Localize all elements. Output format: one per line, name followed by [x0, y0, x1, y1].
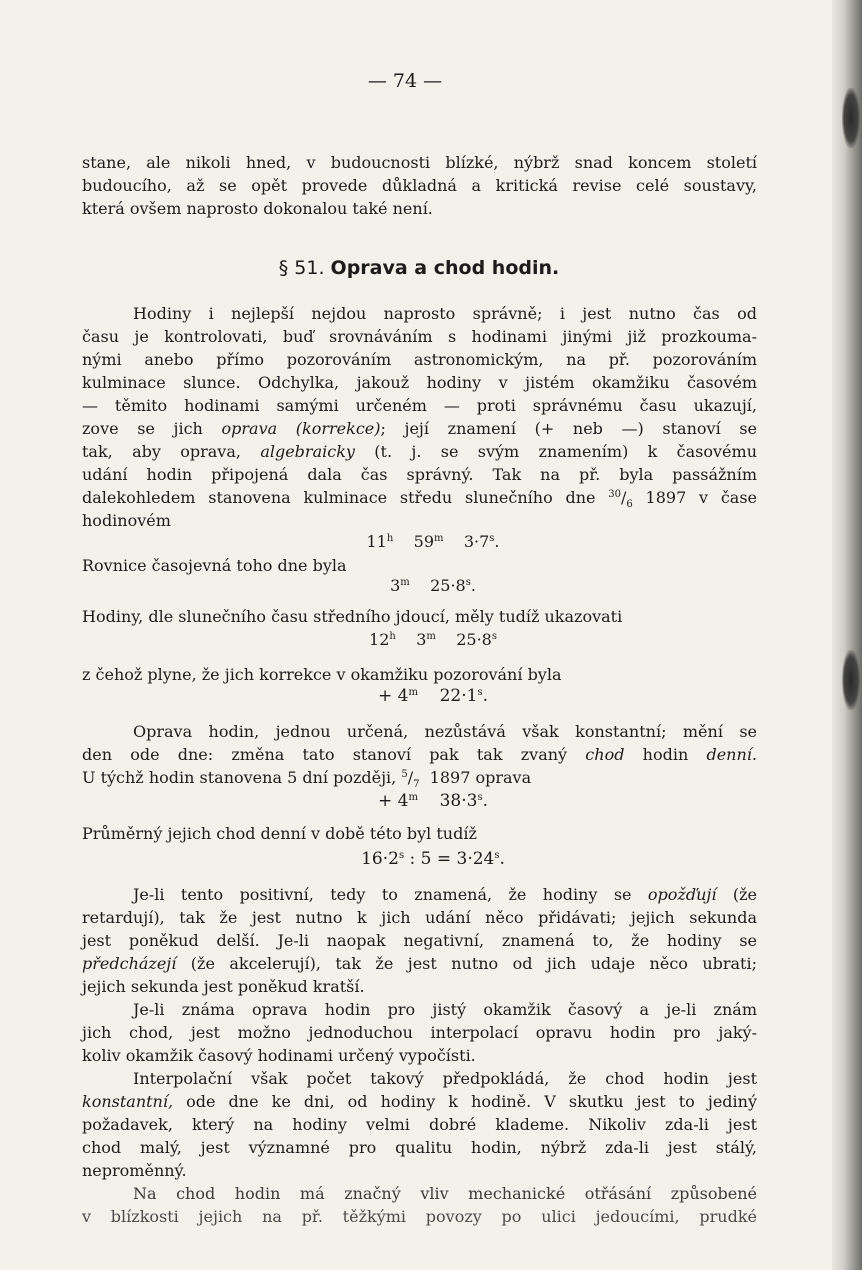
- section-title: Oprava a chod hodin.: [330, 257, 560, 279]
- section-heading: [0, 257, 838, 279]
- text-line: předcházejí (že akcelerují), tak že jest nutno od jich udaje něco ubrati;: [82, 954, 757, 973]
- text-line: Je-li tento positivní, tedy to znamená, že hodiny se opožďují (že: [133, 885, 757, 904]
- term-algebraicky: algebraicky: [260, 442, 355, 461]
- text-line: dalekohledem stanovena kulminace středu slunečního dne $^{30}/_6$ 1897 v čase: [82, 488, 757, 511]
- text-line: zove se jich oprava (korrekce); její znamení (+ neb —) stanoví se: [82, 419, 757, 438]
- text-line: Hodiny i nejlepší nejdou naprosto správně; i jest nutno čas od: [133, 304, 757, 323]
- text-line: budoucího, až se opět provede důkladná a kritická revise celé soustavy,: [82, 176, 757, 195]
- text-line: Oprava hodin, jednou určená, nezůstává však konstantní; mění se: [133, 722, 757, 741]
- text-line: — těmito hodinami samými určeném — proti správnému času ukazují,: [82, 396, 757, 415]
- text-line: Na chod hodin má značný vliv mechanické otřásání způsobené: [133, 1184, 757, 1203]
- text-line: nými anebo přímo pozorováním astronomickým, na př. pozorováním: [82, 350, 757, 369]
- text-line: hodinovém: [82, 511, 171, 530]
- text-line: Interpolační však počet takový předpokládá, že chod hodin jest: [133, 1069, 757, 1088]
- formula-time: 11$^h$ 59$^m$ $3\cdot 7^s$.: [366, 532, 500, 551]
- term-opozduji: opožďují: [647, 885, 717, 904]
- term-chod: chod: [585, 745, 625, 764]
- text-line: U týchž hodin stanovena 5 dní později, $^5/_7$ 1897 oprava: [82, 768, 532, 791]
- text-line: jest poněkud delší. Je-li naopak negativní, znamená to, že hodiny se: [82, 931, 757, 950]
- page-number: — 74 —: [367, 70, 443, 92]
- text-line: z čehož plyne, že jich korrekce v okamžiku pozorování byla: [82, 665, 562, 684]
- binding-mark: [842, 88, 860, 148]
- formula-equation-of-time: 3$^m$ $25\cdot 8^s$.: [390, 576, 476, 595]
- text-line: v blízkosti jejich na př. těžkými povozy po ulici jedoucími, prudké: [82, 1207, 757, 1226]
- text-line: den ode dne: změna tato stanoví pak tak zvaný chod hodin denní.: [82, 745, 757, 764]
- text-line: Hodiny, dle slunečního času středního jdoucí, měly tudíž ukazovati: [82, 607, 623, 626]
- text-line: Je-li známa oprava hodin pro jistý okamžik časový a je-li znám: [133, 1000, 757, 1019]
- text-line: retardují), tak že jest nutno k jich udání něco přidávati; jejich sekunda: [82, 908, 757, 927]
- text-line: udání hodin připojená dala čas správný. Tak na př. byla passážním: [82, 465, 757, 484]
- text-line: neproměnný.: [82, 1161, 187, 1180]
- text-line: konstantní, ode dne ke dni, od hodiny k hodině. V skutku jest to jediný: [82, 1092, 757, 1111]
- text-line: Průměrný jejich chod denní v době této byl tudíž: [82, 824, 477, 843]
- text-line: jich chod, jest možno jednoduchou interpolací opravu hodin pro jaký-: [82, 1023, 757, 1042]
- term-konstantni: konstantní,: [82, 1092, 174, 1111]
- date-fraction: $^5/_7$: [401, 768, 420, 791]
- text-line: stane, ale nikoli hned, v budoucnosti blízké, nýbrž snad koncem století: [82, 153, 757, 172]
- term-korrekce: (korrekce): [295, 419, 381, 438]
- term-predchazeji: předcházejí: [82, 954, 177, 973]
- section-number: § 51.: [278, 257, 325, 279]
- text-line: koliv okamžik časový hodinami určený vypočísti.: [82, 1046, 476, 1065]
- term-denni: denní.: [706, 745, 757, 764]
- formula-mean-time: 12$^h$ 3$^m$ $25\cdot 8^s$: [369, 630, 497, 649]
- text-line: Rovnice časojevná toho dne byla: [82, 556, 347, 575]
- text-line: tak, aby oprava, algebraicky (t. j. se svým znamením) k časovému: [82, 442, 757, 461]
- formula-correction: + 4$^m$ $22\cdot 1^s$.: [378, 686, 488, 706]
- date-fraction: $^{30}/_6$: [608, 488, 633, 511]
- text-line: požadavek, který na hodiny velmi dobré klademe. Nikoliv zda-li jest: [82, 1115, 757, 1134]
- text-line: času je kontrolovati, buď srovnáváním s hodinami jinými již prozkouma-: [82, 327, 757, 346]
- text-line: která ovšem naprosto dokonalou také není.: [82, 199, 433, 218]
- formula-correction-later: + 4$^m$ $38\cdot 3^s$.: [378, 791, 488, 811]
- formula-daily-rate: $16\cdot 2^s$ : $5 = 3\cdot 24^s$.: [361, 849, 505, 869]
- text-line: chod malý, jest významné pro qualitu hodin, nýbrž zda-li jest stálý,: [82, 1138, 757, 1157]
- term-oprava: oprava: [221, 419, 278, 438]
- text-line: jejich sekunda jest poněkud kratší.: [82, 977, 365, 996]
- text-line: kulminace slunce. Odchylka, jakouž hodiny v jistém okamžiku časovém: [82, 373, 757, 392]
